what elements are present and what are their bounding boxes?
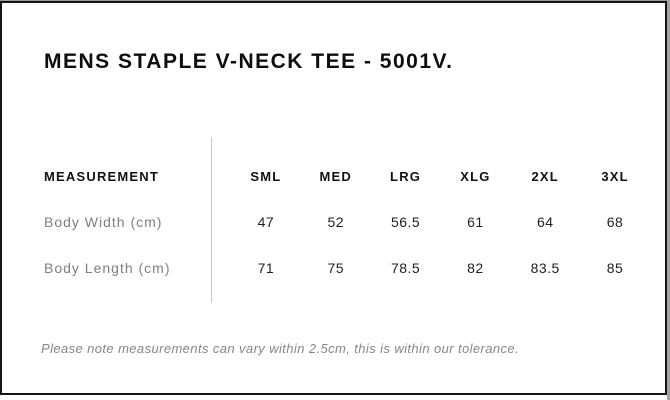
size-column-header-3xl: 3XL [601, 168, 629, 184]
size-value-cell: 61 [467, 214, 484, 230]
measurement-column-header: MEASUREMENT [44, 168, 160, 184]
size-column-header-med: MED [319, 168, 352, 184]
row-label: Body Length (cm) [44, 260, 171, 276]
product-title: MENS STAPLE V-NECK TEE - 5001V. [44, 50, 454, 73]
size-value-cell: 83.5 [530, 260, 560, 276]
row-label: Body Width (cm) [44, 214, 163, 230]
size-value-cell: 78.5 [390, 260, 421, 276]
size-guide-card [0, 1, 667, 395]
size-value-cell: 82 [467, 260, 484, 276]
size-value-cell: 85 [606, 260, 624, 276]
column-divider [211, 137, 212, 303]
size-chart-table [44, 137, 650, 303]
size-value-cell: 68 [606, 214, 624, 230]
size-column-header-2xl: 2XL [531, 168, 559, 184]
size-column-header-lrg: LRG [390, 168, 422, 184]
size-value-cell: 75 [327, 260, 345, 276]
tolerance-note: Please note measurements can vary within 2.5cm, this is within our tolerance. [41, 341, 520, 356]
table-row-body-length [44, 245, 650, 291]
size-value-cell: 52 [327, 214, 345, 230]
table-header-row [44, 153, 650, 199]
size-value-cell: 71 [257, 260, 275, 276]
size-column-header-xlg: XLG [460, 168, 491, 184]
size-column-header-sml: SML [250, 168, 282, 184]
size-value-cell: 64 [536, 214, 554, 230]
size-value-cell: 56.5 [390, 214, 421, 230]
table-row-body-width [44, 199, 650, 245]
size-value-cell: 47 [257, 214, 275, 230]
